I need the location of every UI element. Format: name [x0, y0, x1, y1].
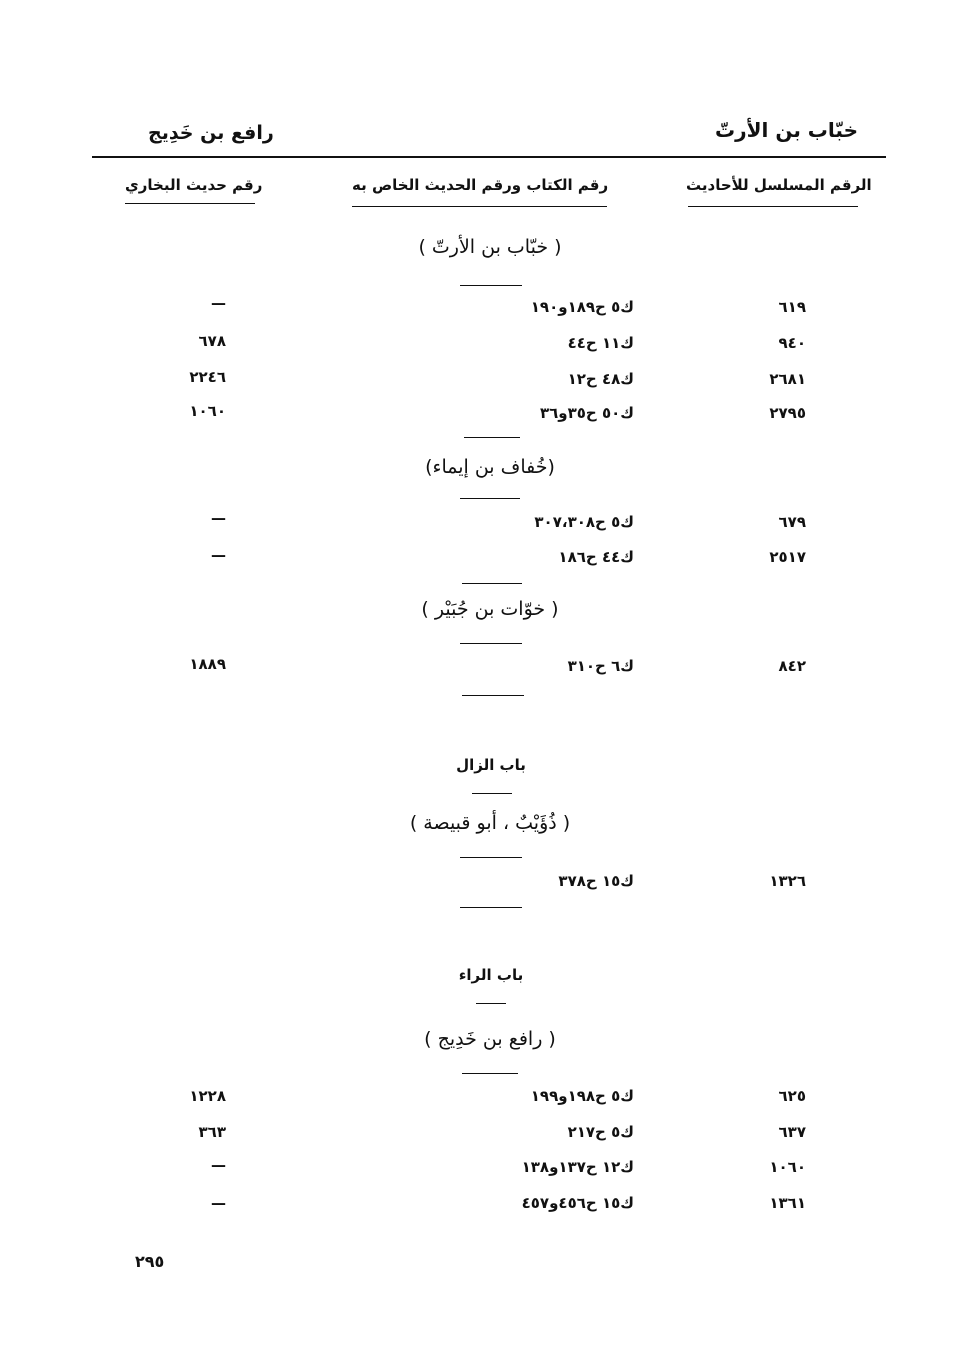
table-cell-book-ref: ك٥ ح٣٠٧،٣٠٨	[534, 513, 634, 531]
section-title: ( ذُؤَيْبٌ ، أبو قبيصة )	[409, 812, 571, 834]
table-cell-book-ref: ك٥ ح١٩٨و١٩٩	[530, 1087, 634, 1105]
chapter-rule	[476, 1003, 506, 1004]
table-cell-bukhari: —	[211, 546, 226, 564]
page-number: ٢٩٥	[135, 1252, 165, 1271]
table-cell-bukhari: —	[211, 509, 226, 527]
section-rule	[464, 437, 520, 438]
table-cell-serial: ٦٧٩	[778, 513, 806, 531]
table-cell-serial: ٨٤٢	[778, 657, 806, 675]
chapter-title: باب الزال	[456, 756, 526, 774]
section-rule	[462, 695, 524, 696]
section-title: ( رافع بن خَدِيج )	[424, 1028, 556, 1050]
section-title: ( خوّات بن جُبَيْر )	[421, 598, 559, 620]
table-cell-book-ref: ك١١ ح٤٤	[567, 334, 634, 352]
section-rule	[460, 498, 520, 499]
section-rule	[460, 857, 522, 858]
table-cell-serial: ٢٦٨١	[769, 370, 806, 388]
section-rule	[462, 583, 522, 584]
table-cell-bukhari: ١٢٢٨	[189, 1087, 226, 1105]
running-header-right: خبّاب بن الأرتّ	[715, 118, 858, 142]
table-cell-bukhari: —	[211, 1194, 226, 1212]
table-cell-book-ref: ك٥ ح٢١٧	[567, 1123, 634, 1141]
table-cell-serial: ١٣٢٦	[769, 872, 806, 890]
table-cell-book-ref: ك٤٨ ح١٢	[567, 370, 634, 388]
table-cell-serial: ٦٣٧	[778, 1123, 806, 1141]
section-rule	[460, 643, 522, 644]
table-cell-serial: ٢٧٩٥	[769, 404, 806, 422]
table-cell-serial: ٩٤٠	[778, 334, 806, 352]
table-cell-book-ref: ك٥٠ ح٣٥و٣٦	[539, 404, 634, 422]
header-rule	[92, 156, 886, 158]
table-cell-serial: ١٣٦١	[769, 1194, 806, 1212]
section-rule	[462, 1073, 518, 1074]
section-title: (خُفاف بن إيماء)	[425, 456, 555, 478]
chapter-title: باب الراء	[458, 966, 524, 984]
chapter-rule	[472, 793, 512, 794]
table-cell-bukhari: ٢٢٤٦	[189, 368, 226, 386]
table-cell-book-ref: ك١٢ ح١٣٧و١٣٨	[521, 1158, 634, 1176]
column-header-serial-underline	[688, 206, 858, 207]
table-cell-bukhari: —	[211, 1156, 226, 1174]
column-header-book-ref: رقم الكتاب ورقم الحديث الخاص به	[352, 176, 609, 194]
table-cell-serial: ٢٥١٧	[769, 548, 806, 566]
column-header-bukhari-underline	[125, 203, 255, 204]
column-header-serial: الرقم المسلسل للأحاديث	[686, 176, 872, 194]
table-cell-book-ref: ك١٥ ح٣٧٨	[558, 872, 634, 890]
table-cell-bukhari: ١٨٨٩	[189, 655, 226, 673]
section-rule	[460, 285, 522, 286]
column-header-bukhari: رقم حديث البخاري	[125, 176, 263, 194]
table-cell-bukhari: ١٠٦٠	[189, 402, 226, 420]
table-cell-serial: ١٠٦٠	[769, 1158, 806, 1176]
section-title: ( خبّاب بن الأرتّ )	[418, 236, 562, 258]
table-cell-book-ref: ك٦ ح٣١٠	[567, 657, 634, 675]
table-cell-bukhari: —	[211, 294, 226, 312]
table-cell-serial: ٦٢٥	[778, 1087, 806, 1105]
section-rule	[460, 907, 522, 908]
column-header-book-ref-underline	[352, 206, 607, 207]
table-cell-book-ref: ك١٥ ح٤٥٦و٤٥٧	[521, 1194, 634, 1212]
running-header-left: رافع بن خَدِيج	[148, 122, 274, 144]
table-cell-book-ref: ك٤٤ ح١٨٦	[558, 548, 634, 566]
table-cell-serial: ٦١٩	[778, 298, 806, 316]
table-cell-book-ref: ك٥ ح١٨٩و١٩٠	[530, 298, 634, 316]
table-cell-bukhari: ٣٦٣	[198, 1123, 226, 1141]
table-cell-bukhari: ٦٧٨	[198, 332, 226, 350]
